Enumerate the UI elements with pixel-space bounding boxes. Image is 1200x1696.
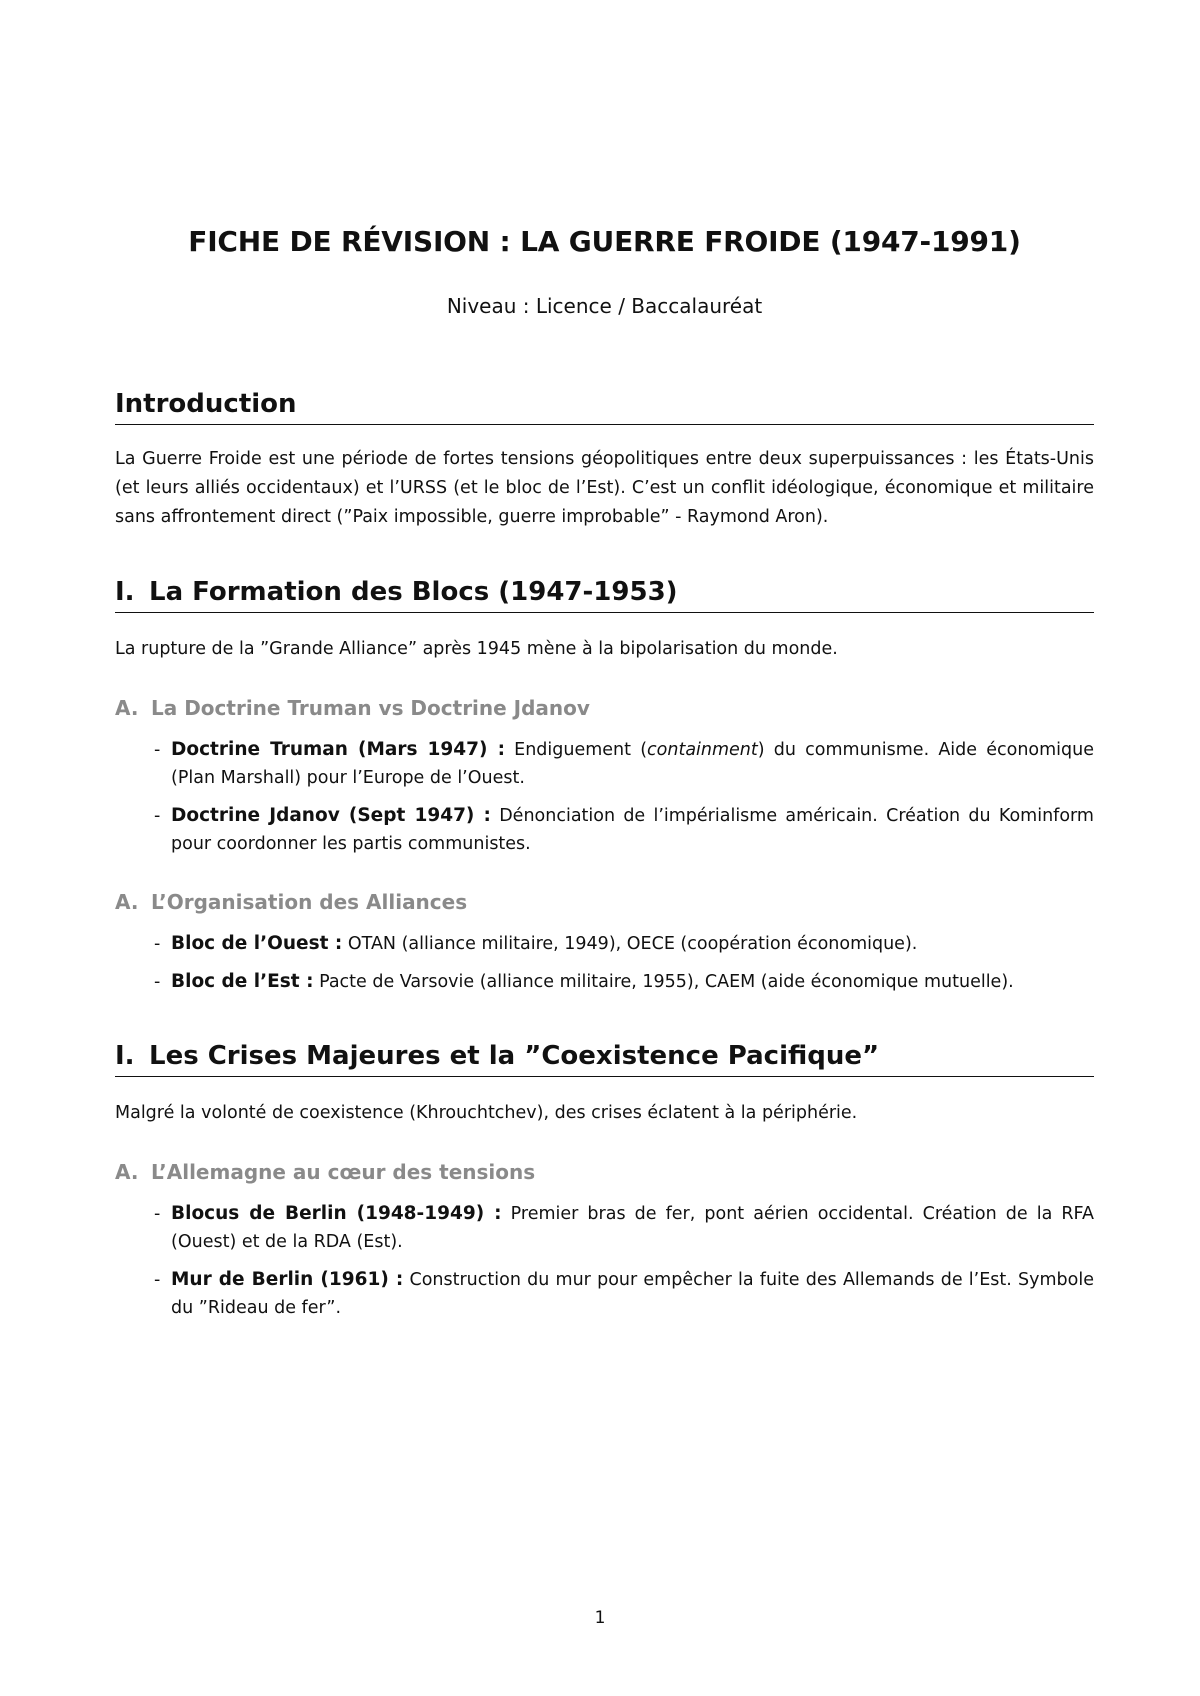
document-subtitle: Niveau : Licence / Baccalauréat <box>446 294 763 318</box>
list-item <box>171 802 1094 858</box>
section-number: I. <box>115 1041 135 1071</box>
section-lead-paragraph: La rupture de la ”Grande Alliance” après 1945 mène à la bipolarisation du monde. <box>115 639 838 659</box>
page-number: 1 <box>594 1608 606 1628</box>
section-heading <box>115 1038 1094 1077</box>
subsection-number: A. <box>115 696 139 720</box>
page-content <box>115 222 1094 1332</box>
list-item-term: Bloc de l’Est : <box>171 971 314 992</box>
list-item <box>171 930 1094 958</box>
section-lead-paragraph: Malgré la volonté de coexistence (Khrouchtchev), des crises éclatent à la périphérie. <box>115 1103 858 1123</box>
subsection-title: L’Allemagne au cœur des tensions <box>151 1160 536 1184</box>
introduction-heading: Introduction <box>115 386 1094 425</box>
introduction-paragraph: La Guerre Froide est une période de fortes tensions géopolitiques entre deux superpuissances : les États-Unis (et leurs alliés occidentaux) et l’URSS (et le bloc de l’Est). C’est un conflit idéologique, économique et militaire sans affrontement direct (”Paix impossible, guerre improbable” - Raymond Aron). <box>115 449 1094 527</box>
list-item <box>171 736 1094 792</box>
section-number: I. <box>115 577 135 607</box>
subsection-heading <box>115 1158 1094 1186</box>
list-item-text: ) du communisme. Aide économique (Plan Marshall) pour l’Europe de l’Ouest. <box>171 740 1094 788</box>
bullet-list <box>115 1200 1094 1322</box>
section-title: La Formation des Blocs (1947-1953) <box>149 577 678 607</box>
list-item-text: Endiguement ( <box>504 740 648 760</box>
subsection-title: La Doctrine Truman vs Doctrine Jdanov <box>151 696 590 720</box>
list-item-text: Dénonciation de l’impérialisme américain. Création du Kominform pour coordonner les partis communistes. <box>171 806 1094 854</box>
document-title: FICHE DE RÉVISION : LA GUERRE FROIDE (1947-1991) <box>188 225 1021 258</box>
list-item <box>171 1266 1094 1322</box>
list-item-term: Mur de Berlin (1961) : <box>171 1269 404 1290</box>
list-item-text: Premier bras de fer, pont aérien occidental. Création de la RFA (Ouest) et de la RDA (Est). <box>171 1204 1094 1252</box>
list-item <box>171 1200 1094 1256</box>
section-title: Les Crises Majeures et la ”Coexistence Pacifique” <box>149 1041 880 1071</box>
list-item-text: OTAN (alliance militaire, 1949), OECE (coopération économique). <box>342 934 918 954</box>
subsection-heading <box>115 888 1094 916</box>
list-item-term: Doctrine Jdanov (Sept 1947) : <box>171 805 491 826</box>
bullet-list <box>115 736 1094 858</box>
bullet-list <box>115 930 1094 996</box>
subsection-number: A. <box>115 1160 139 1184</box>
subsection-number: A. <box>115 890 139 914</box>
list-item-term: Bloc de l’Ouest : <box>171 933 343 954</box>
list-item-text: Construction du mur pour empêcher la fuite des Allemands de l’Est. Symbole du ”Rideau de fer”. <box>171 1270 1094 1318</box>
list-item-term: Blocus de Berlin (1948-1949) : <box>171 1203 502 1224</box>
list-item <box>171 968 1094 996</box>
subsection-heading <box>115 694 1094 722</box>
subsection-title: L’Organisation des Alliances <box>151 890 468 914</box>
list-item-text: Pacte de Varsovie (alliance militaire, 1955), CAEM (aide économique mutuelle). <box>313 972 1014 992</box>
section-heading <box>115 574 1094 613</box>
list-item-term: Doctrine Truman (Mars 1947) : <box>171 739 505 760</box>
list-item-italic-term: containment <box>647 740 758 760</box>
